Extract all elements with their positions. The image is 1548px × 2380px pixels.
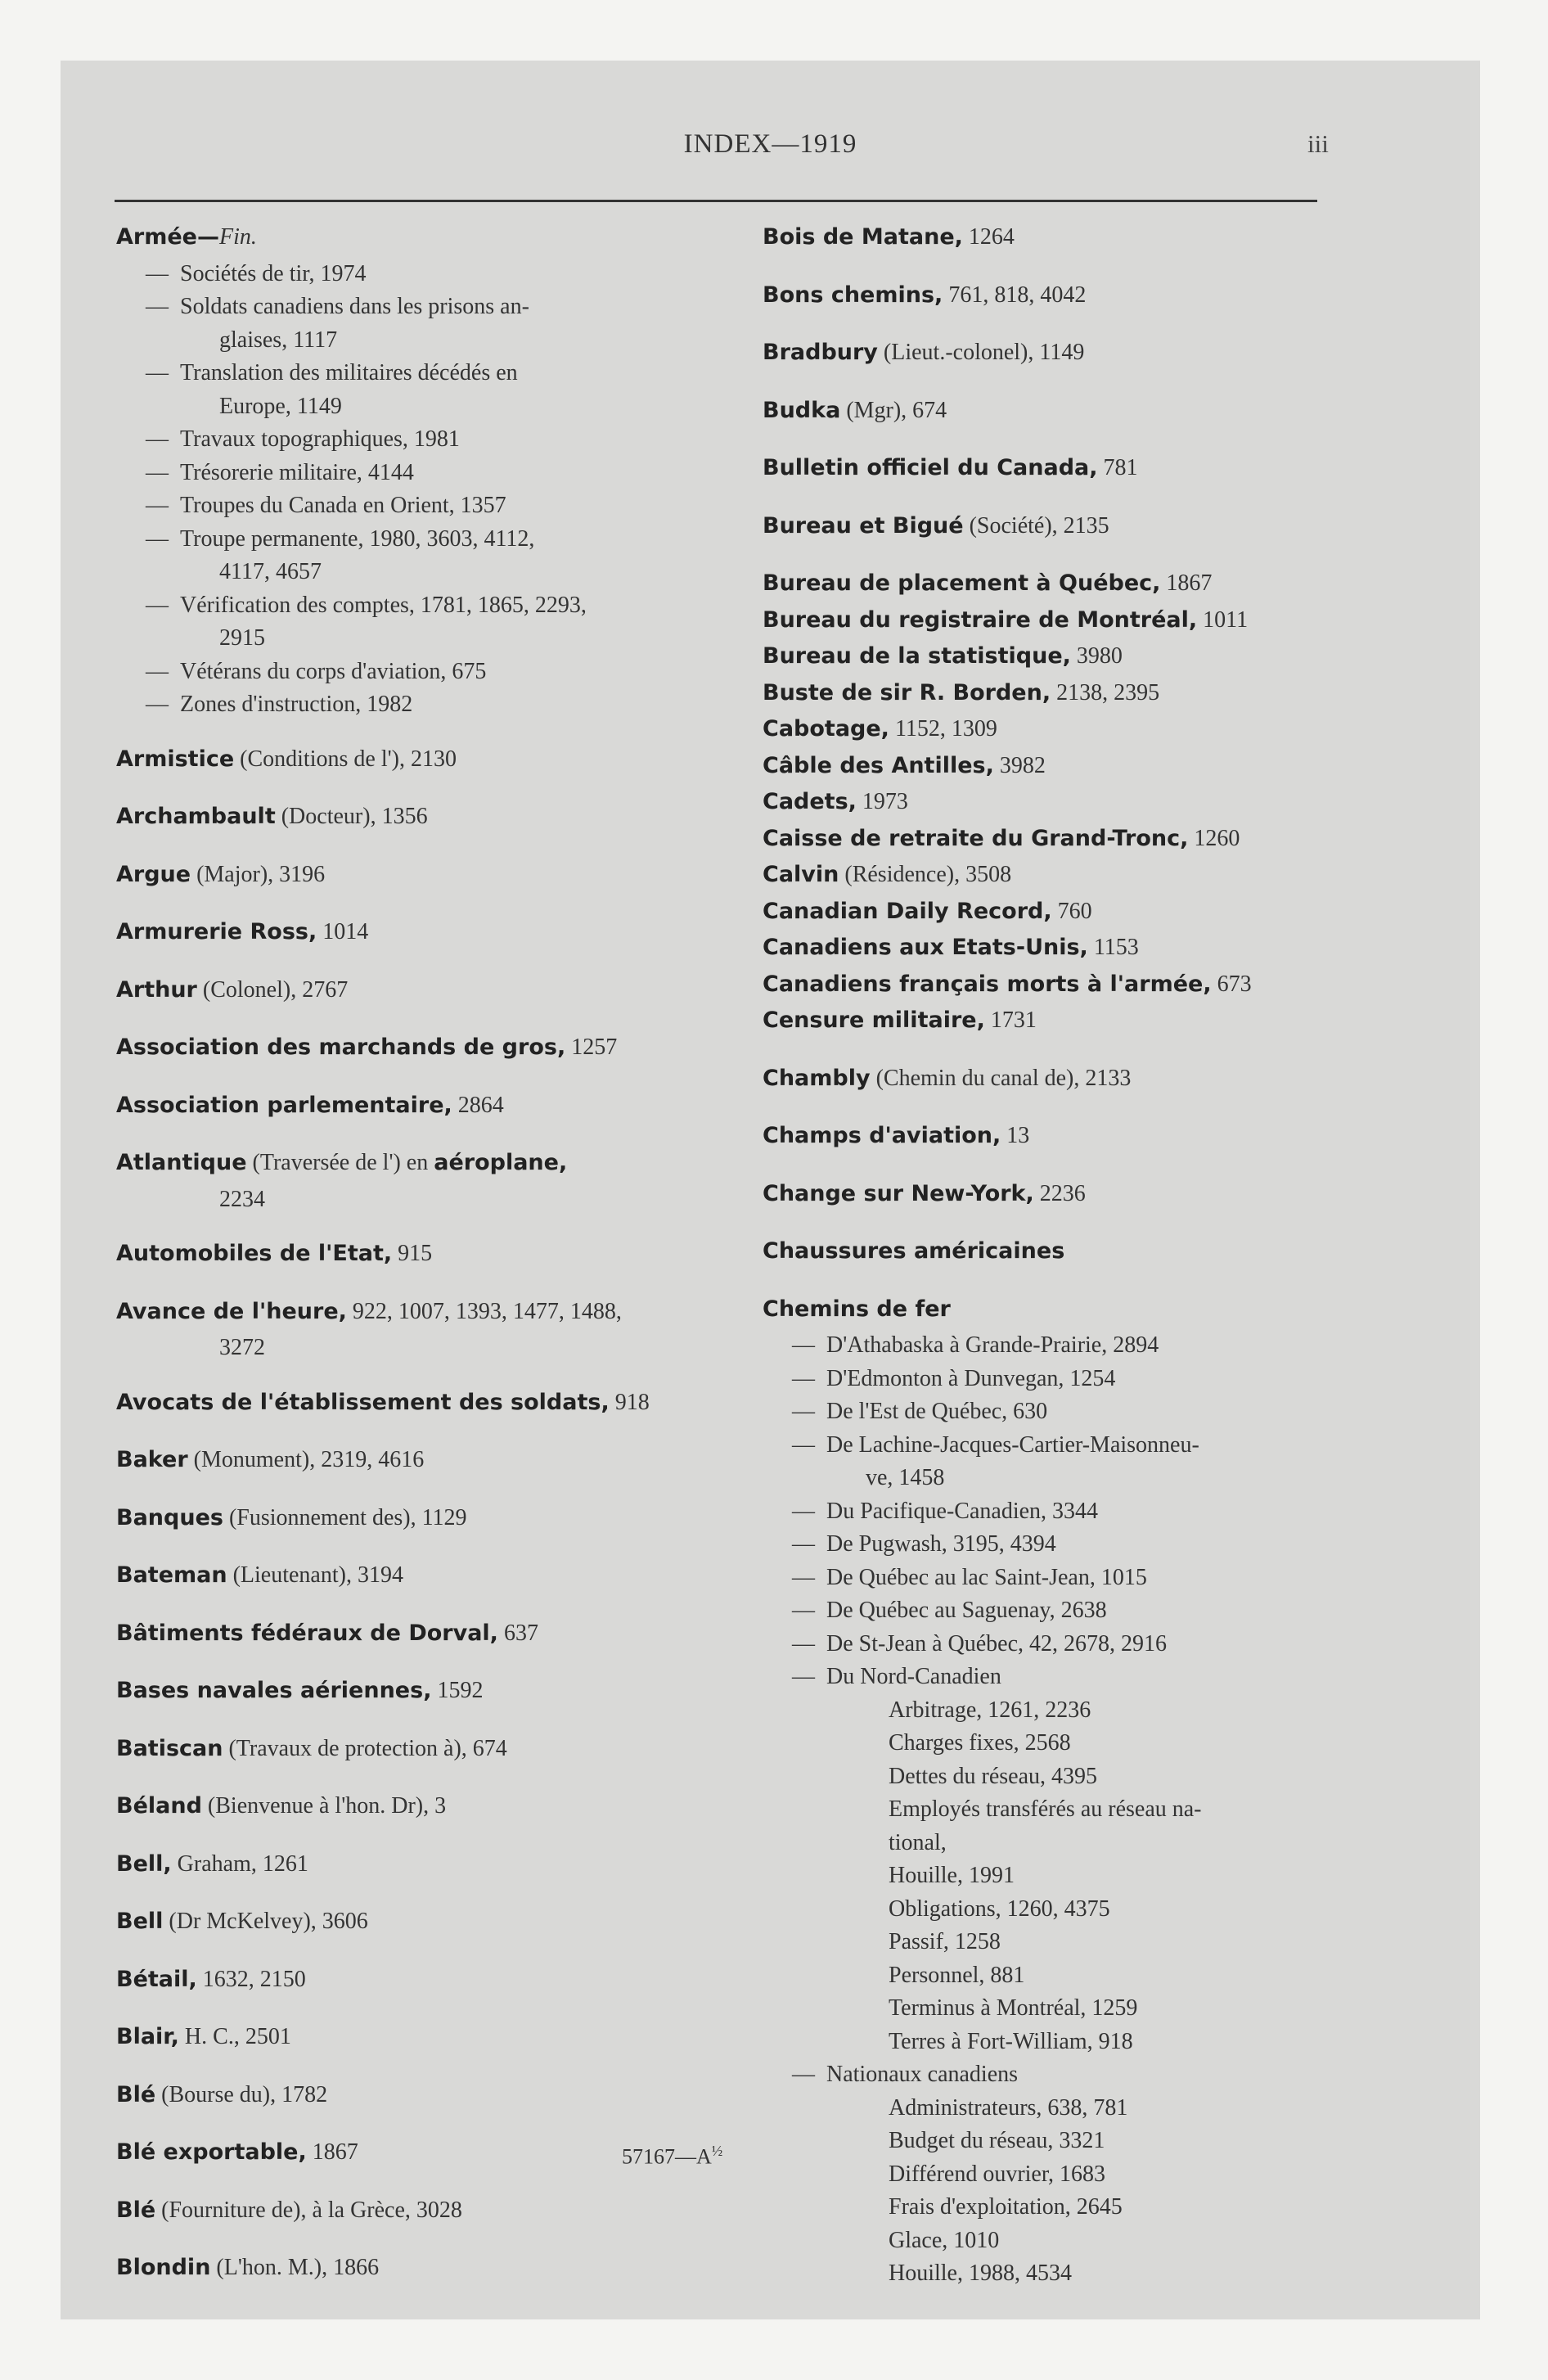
entry-references: 2864 [452,1092,504,1118]
index-entry [116,1617,738,1654]
index-entry [116,2079,738,2116]
index-entry [763,786,1401,823]
entry-heading: Association parlementaire, [116,1092,452,1118]
index-entry [116,1733,738,1769]
index-subentry [763,1793,1401,1827]
continuation-text: glaises, 1117 [219,327,338,353]
entry-heading: Blé exportable, [116,2139,307,2165]
index-entry [763,640,1401,677]
entry-references: 761, 818, 4042 [943,282,1087,308]
printer-signature [622,2143,722,2170]
entry-references: 1257 [565,1034,618,1060]
entry-references: 918 [609,1389,650,1415]
page-number: iii [1307,129,1329,158]
index-entry [116,1848,738,1885]
index-entry [116,800,738,837]
entry-heading: Béland [116,1793,202,1819]
index-entry [763,713,1401,750]
subentry-text: De St-Jean à Québec, 42, 2678, 2916 [826,1630,1168,1657]
subentry-text: Vérification des comptes, 1781, 1865, 2293, [180,592,587,618]
subentry-text: Différend ouvrier, 1683 [889,2161,1106,2187]
entry-heading: Bureau de la statistique, [763,643,1071,669]
index-entry [116,1031,738,1068]
subentry-text: Passif, 1258 [889,1929,1001,1954]
index-line-continuation [116,1332,738,1365]
index-entry [116,974,738,1011]
entry-references: (Major), 3196 [191,861,326,887]
subentry-text: Personnel, 881 [889,1962,1025,1988]
entry-heading: Bois de Matane, [763,224,963,250]
index-subentry [763,1992,1401,2026]
subentry-dash: — [146,658,169,684]
index-entry [763,750,1401,787]
index-entry [116,1296,738,1332]
entry-heading: Bases navales aériennes, [116,1678,432,1703]
entry-references: (Monument), 2319, 4616 [187,1447,425,1472]
subentry-dash: — [146,525,169,552]
entry-references: (Mgr), 674 [840,397,947,423]
entry-references: 1867 [1160,570,1213,596]
subentry-dash: — [792,1531,815,1557]
entry-heading: Champs d'aviation, [763,1123,1001,1148]
subentry-text: Houille, 1988, 4534 [889,2261,1072,2286]
entry-heading: Cadets, [763,789,857,814]
entry-references: 673 [1211,971,1252,997]
index-subentry [763,1694,1401,1728]
subentry-text: Terres à Fort-William, 918 [889,2028,1133,2054]
entry-heading: Bétail, [116,1966,197,1992]
entry-references: (Chemin du canal de), 2133 [870,1065,1132,1091]
entry-heading: Avance de l'heure, [116,1298,347,1324]
entry-heading: Blé [116,2081,156,2107]
index-subentry [763,1562,1401,1595]
entry-references: 922, 1007, 1393, 1477, 1488, [346,1298,622,1324]
entry-heading: Armistice [116,746,235,772]
index-entry [763,823,1401,859]
entry-heading: Bâtiments fédéraux de Dorval, [116,1620,498,1646]
entry-references: (Société), 2135 [963,512,1109,539]
index-subentry [763,1628,1401,1661]
entry-heading: Cabotage, [763,716,889,741]
index-subentry [116,457,738,490]
entry-heading: Blondin [116,2255,211,2280]
entry-heading: Archambault [116,804,276,829]
index-entry [116,859,738,895]
subentry-dash: — [792,1598,815,1623]
index-entry [116,2194,738,2231]
index-entry [763,895,1401,932]
index-subentry [763,1727,1401,1760]
index-entry [763,1120,1401,1156]
index-entry [763,931,1401,968]
index-entry [116,1963,738,2000]
subentry-text: Nationaux canadiens [826,2062,1019,2087]
entry-references: 1973 [856,789,908,814]
subentry-text: Du Nord-Canadien [826,1664,1001,1689]
entry-heading: Baker [116,1447,188,1472]
subentry-text: Terminus à Montréal, 1259 [889,1995,1138,2021]
subentry-text: De Québec au Saguenay, 2638 [826,1598,1107,1623]
index-entry [763,452,1401,489]
subentry-dash: — [792,1630,815,1657]
subentry-text: Translation des militaires décédés en [180,360,518,385]
index-subentry [116,523,738,557]
index-subentry [763,1495,1401,1529]
entry-heading: Bradbury [763,340,878,365]
subentry-dash: — [792,1664,815,1689]
entry-heading: Bons chemins, [763,282,943,308]
continuation-text: 2234 [219,1186,265,1212]
entry-references: (Lieut.-colonel), 1149 [877,340,1085,365]
index-line-continuation [116,390,738,424]
entry-references: 1014 [317,919,369,944]
index-entry [763,1062,1401,1099]
index-subentry [116,291,738,324]
entry-heading: Bell [116,1909,164,1934]
entry-continuation-marker: Fin. [218,224,257,250]
index-entry [763,510,1401,547]
subentry-text: Vétérans du corps d'aviation, 675 [180,658,487,684]
subentry-text: De Pugwash, 3195, 4394 [826,1531,1056,1557]
subentry-text: D'Athabaska à Grande-Prairie, 2894 [826,1332,1159,1358]
index-entry [763,1004,1401,1041]
index-entry [116,1905,738,1942]
index-entry [763,968,1401,1005]
subentry-dash: — [792,1564,815,1590]
entry-heading-tail: aéroplane, [434,1150,568,1175]
entry-heading: Canadian Daily Record, [763,898,1052,924]
subentry-dash: — [792,1365,815,1391]
entry-heading: Blé [116,2197,156,2223]
entry-references: 1731 [984,1007,1037,1033]
entry-references: H. C., 2501 [178,2024,291,2049]
entry-references: 637 [497,1620,538,1646]
index-subentry [763,1926,1401,1959]
entry-heading: Calvin [763,862,839,887]
subentry-text: Troupes du Canada en Orient, 1357 [180,493,506,518]
subentry-text: Budget du réseau, 3321 [889,2128,1105,2153]
entry-heading: Canadiens français morts à l'armée, [763,971,1212,997]
index-entry [763,394,1401,431]
subentry-text: De l'Est de Québec, 630 [826,1399,1048,1424]
entry-references: (Traversée de l') en [246,1150,434,1175]
index-subentry [763,1363,1401,1396]
entry-heading: Bureau de placement à Québec, [763,570,1161,596]
index-entry [116,2252,738,2288]
index-subentry [763,1893,1401,1927]
entry-heading: Censure militaire, [763,1007,985,1033]
continuation-text: ve, 1458 [866,1465,945,1490]
index-entry [116,221,738,258]
entry-heading: Câble des Antilles, [763,752,994,778]
subentry-text: Glace, 1010 [889,2227,1000,2253]
entry-heading: Association des marchands de gros, [116,1034,566,1060]
index-entry [116,1089,738,1126]
continuation-text: 4117, 4657 [219,559,322,584]
index-entry [116,916,738,953]
entry-heading: Caisse de retraite du Grand-Tronc, [763,825,1189,851]
index-entry [763,336,1401,373]
index-subentry [763,2026,1401,2059]
index-entry [116,1444,738,1481]
entry-references: 760 [1051,898,1092,924]
index-subentry [116,589,738,623]
subentry-text: Houille, 1991 [889,1863,1015,1888]
entry-heading: Bateman [116,1562,227,1588]
index-entry [116,1502,738,1539]
subentry-text: Frais d'exploitation, 2645 [889,2194,1123,2220]
entry-heading: Avocats de l'établissement des soldats, [116,1389,610,1415]
continuation-text: 3272 [219,1335,265,1360]
subentry-dash: — [792,2062,815,2087]
entry-references: (Résidence), 3508 [839,862,1012,887]
index-entry [763,221,1401,258]
index-line-continuation [763,1462,1401,1495]
entry-heading: Chambly [763,1065,871,1091]
index-line-continuation [116,1183,738,1217]
entry-references: 1153 [1087,935,1139,960]
subentry-text: D'Edmonton à Dunvegan, 1254 [826,1365,1116,1391]
subentry-dash: — [792,1332,815,1358]
index-subentry [116,357,738,390]
index-line-continuation [116,324,738,358]
index-subentry [763,2125,1401,2158]
entry-references: (Fusionnement des), 1129 [223,1504,467,1530]
index-subentry [116,688,738,722]
entry-references: 1867 [306,2139,358,2165]
subentry-dash: — [146,592,169,618]
entry-references: Graham, 1261 [171,1850,308,1877]
subentry-dash: — [792,1431,815,1458]
index-subentry [763,2224,1401,2258]
entry-references: (Bourse du), 1782 [155,2081,328,2107]
index-subentry [763,1959,1401,1993]
subentry-text: Charges fixes, 2568 [889,1730,1071,1756]
entry-references: (Lieutenant), 3194 [227,1562,403,1588]
continuation-text: Europe, 1149 [219,393,342,419]
entry-heading: Banques [116,1504,223,1530]
entry-heading: Bulletin officiel du Canada, [763,455,1098,480]
subentry-text: Zones d'instruction, 1982 [180,692,413,717]
index-entry [116,1559,738,1596]
entry-references: (Dr McKelvey), 3606 [163,1909,368,1934]
entry-references: 1260 [1188,825,1240,851]
index-column-left [116,221,738,2288]
entry-references: 1011 [1197,606,1249,633]
index-entry [763,1235,1401,1272]
index-subentry [116,489,738,523]
entry-heading: Batiscan [116,1735,223,1761]
index-entry [763,1293,1401,1330]
subentry-dash: — [792,1498,815,1524]
subentry-text: Administrateurs, 638, 781 [889,2094,1128,2121]
signature-fraction: ½ [711,2143,723,2159]
entry-heading: Chaussures américaines [763,1238,1065,1264]
entry-references: 1264 [962,224,1015,250]
subentry-text: Du Pacifique-Canadien, 3344 [826,1498,1099,1524]
entry-references: (Travaux de protection à), 674 [223,1735,507,1761]
index-line-continuation [763,1827,1401,1860]
index-subentry [116,258,738,291]
index-line-continuation [116,556,738,589]
entry-references: 1592 [431,1678,484,1703]
subentry-dash: — [146,426,169,452]
continuation-text: 2915 [219,625,265,651]
entry-references: 781 [1097,455,1138,480]
entry-references: (Colonel), 2767 [196,976,349,1003]
entry-references: 1632, 2150 [196,1966,306,1992]
entry-references: (Docteur), 1356 [275,804,428,829]
subentry-dash: — [146,493,169,518]
index-subentry [763,1594,1401,1628]
page-title: INDEX—1919 [683,129,857,159]
entry-heading: Armée— [116,224,219,250]
entry-heading: Bureau du registraire de Montréal, [763,606,1198,633]
entry-references: 1152, 1309 [889,716,997,741]
index-entry [763,279,1401,316]
index-entry [763,677,1401,714]
index-subentry [763,1760,1401,1794]
index-line-continuation [116,622,738,656]
subentry-text: Sociétés de tir, 1974 [180,260,367,286]
subentry-dash: — [146,294,169,319]
subentry-dash: — [146,260,169,286]
index-subentry [763,1329,1401,1363]
index-entry [763,1178,1401,1215]
subentry-text: Arbitrage, 1261, 2236 [889,1697,1091,1723]
index-entry [763,859,1401,895]
entry-heading: Buste de sir R. Borden, [763,679,1051,705]
entry-heading: Budka [763,397,841,423]
index-entry [763,604,1401,641]
entry-heading: Blair, [116,2024,179,2049]
index-subentry [763,1395,1401,1429]
entry-heading: Bureau et Bigué [763,512,964,539]
subentry-dash: — [146,692,169,717]
index-subentry [763,2158,1401,2192]
entry-references: 915 [392,1241,433,1266]
entry-heading: Automobiles de l'Etat, [116,1241,393,1266]
subentry-dash: — [146,360,169,385]
entry-references: (Conditions de l'), 2130 [234,746,457,772]
entry-heading: Canadiens aux Etats-Unis, [763,935,1088,960]
index-subentry [763,1528,1401,1562]
index-subentry [116,423,738,457]
header-rule [115,200,1317,202]
continuation-text: tional, [889,1829,947,1855]
index-subentry [763,1429,1401,1463]
index-subentry [763,1661,1401,1694]
entry-heading: Arthur [116,976,197,1003]
index-entry [116,1790,738,1827]
entry-references: (Fourniture de), à la Grèce, 3028 [155,2197,462,2223]
subentry-dash: — [792,1399,815,1424]
index-subentry [116,656,738,689]
entry-heading: Change sur New-York, [763,1180,1034,1206]
entry-references: 2236 [1033,1180,1086,1206]
entry-heading: Chemins de fer [763,1296,951,1322]
subentry-dash: — [146,459,169,485]
index-subentry [763,2092,1401,2125]
index-entry [763,567,1401,604]
subentry-text: De Québec au lac Saint-Jean, 1015 [826,1564,1147,1590]
index-entry [116,1237,738,1274]
entry-heading: Bell, [116,1850,172,1877]
index-entry [116,743,738,780]
subentry-text: Trésorerie militaire, 4144 [180,459,414,485]
signature-text: 57167—A [622,2144,712,2169]
index-subentry [763,1859,1401,1893]
subentry-text: Dettes du réseau, 4395 [889,1763,1098,1789]
index-subentry [763,2058,1401,2092]
entry-references: 3982 [993,752,1046,778]
index-entry [116,2021,738,2058]
index-entry [116,1386,738,1423]
subentry-text: Employés transférés au réseau na- [889,1796,1202,1822]
index-subentry [763,2257,1401,2291]
index-subentry [763,2191,1401,2224]
subentry-text: Troupe permanente, 1980, 3603, 4112, [180,525,535,552]
entry-heading: Argue [116,861,191,887]
index-entry [116,1147,738,1183]
entry-references: 13 [1001,1123,1030,1148]
subentry-text: Soldats canadiens dans les prisons an- [180,294,529,319]
index-entry [116,1675,738,1711]
entry-references: 3980 [1070,643,1123,669]
subentry-text: Travaux topographiques, 1981 [180,426,460,452]
subentry-text: De Lachine-Jacques-Cartier-Maisonneu- [826,1431,1199,1458]
index-column-right [763,221,1401,2291]
entry-references: 2138, 2395 [1051,679,1160,705]
entry-references: (L'hon. M.), 1866 [210,2255,380,2280]
entry-references: (Bienvenue à l'hon. Dr), 3 [201,1793,447,1819]
entry-heading: Armurerie Ross, [116,919,317,944]
subentry-text: Obligations, 1260, 4375 [889,1895,1110,1922]
entry-heading: Atlantique [116,1150,247,1175]
